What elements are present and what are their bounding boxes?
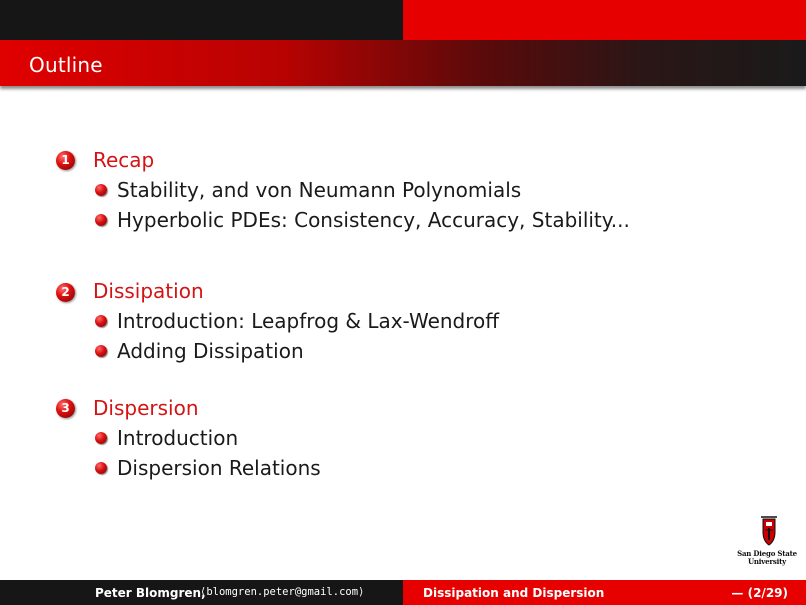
bullet-ball-icon [95,184,107,196]
footer-short-title: Dissipation and Dispersion [423,586,605,600]
bullet-ball-icon [95,345,107,357]
frame-title: Outline [29,53,103,77]
logo-text-line2: University [748,557,786,566]
footer-author: Peter Blomgren, [95,586,206,600]
section-title[interactable]: Dispersion [93,396,199,420]
footer-page-number: — (2/29) [731,586,788,600]
frame-title-bar [0,40,806,86]
footer-email: ⟨blomgren.peter@gmail.com⟩ [200,586,365,598]
subsection-title[interactable]: Introduction: Leapfrog & Lax-Wendroff [117,309,500,333]
subsection-title[interactable]: Dispersion Relations [117,456,321,480]
bullet-ball-icon [95,462,107,474]
subsection-title[interactable]: Adding Dissipation [117,339,304,363]
subsection-title[interactable]: Stability, and von Neumann Polynomials [117,178,522,202]
section-title[interactable]: Recap [93,148,155,172]
footer-title-box [403,580,806,605]
header-strip [0,0,806,40]
section-number-badge: 2 [56,283,75,302]
header-strip-left [0,0,403,40]
subsection-title[interactable]: Introduction [117,426,239,450]
section-title[interactable]: Dissipation [93,279,204,303]
footer-author-box [0,580,403,605]
subsection-title[interactable]: Hyperbolic PDEs: Consistency, Accuracy, Stability... [117,208,630,232]
bullet-ball-icon [95,432,107,444]
header-strip-right [403,0,806,40]
bullet-ball-icon [95,214,107,226]
section-number-badge: 3 [56,399,75,418]
section-number-badge: 1 [56,151,75,170]
bullet-ball-icon [95,315,107,327]
footer [0,580,806,605]
logo-text-line1: San Diego State [737,549,797,558]
